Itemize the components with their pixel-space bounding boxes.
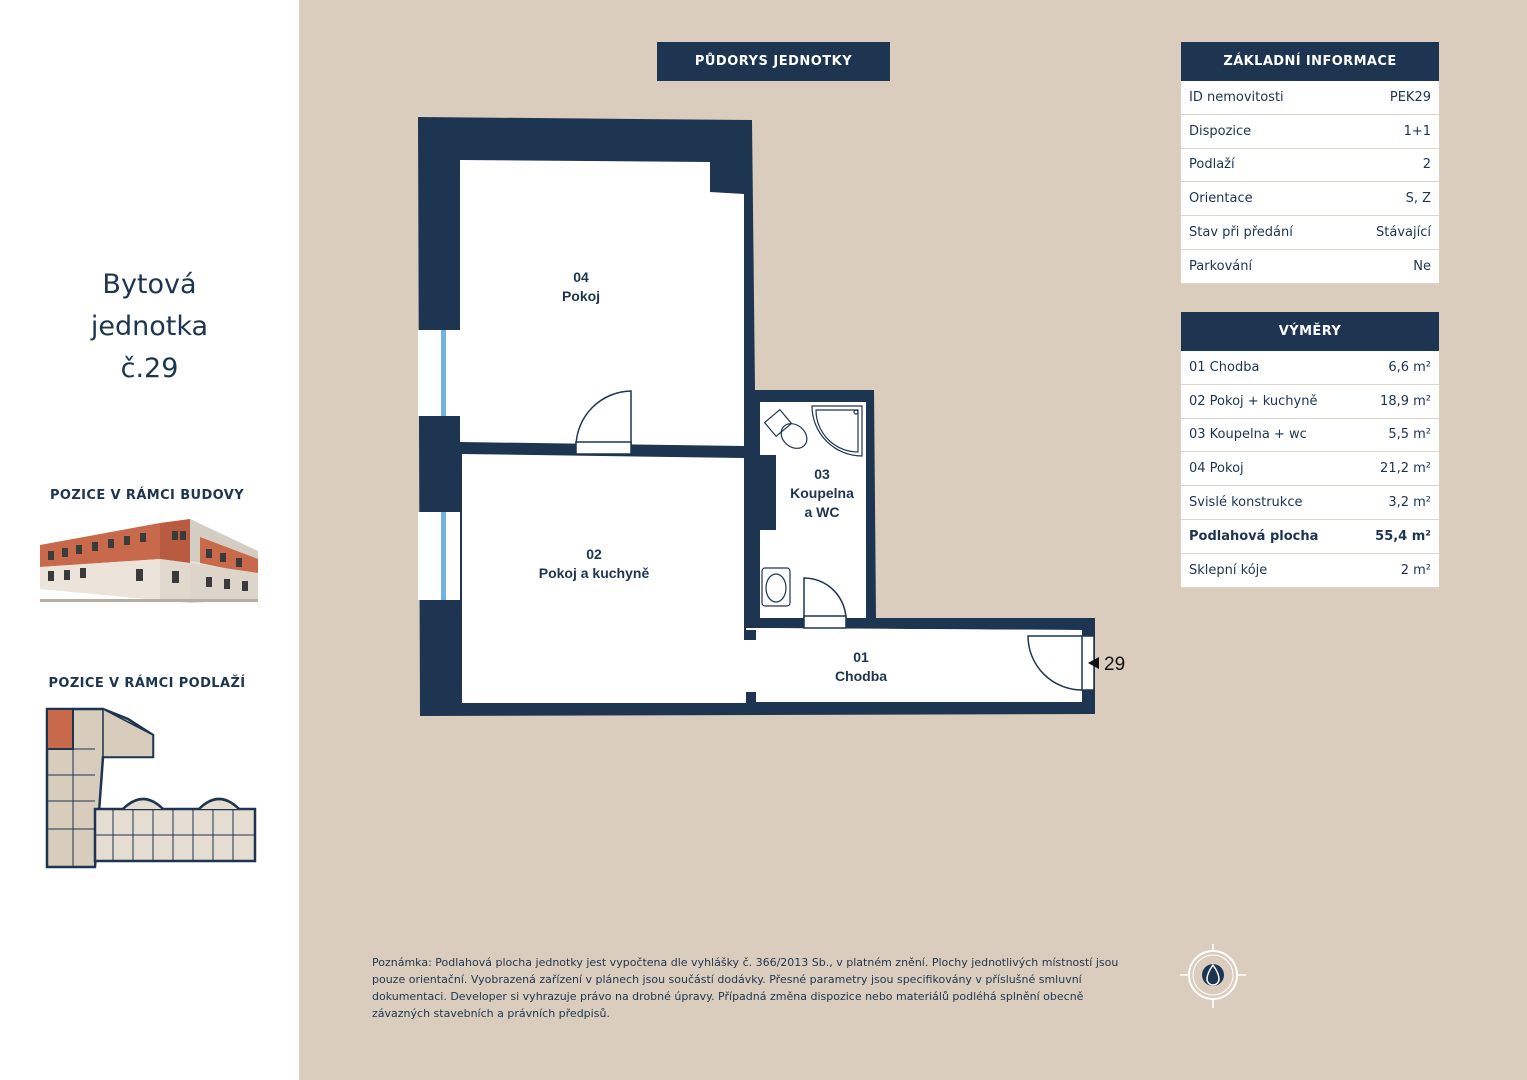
room-01-number: 01 bbox=[853, 649, 869, 665]
info-row-layout bbox=[1181, 115, 1439, 149]
basic-info-header: ZÁKLADNÍ INFORMACE bbox=[1181, 42, 1439, 81]
info-row-floor bbox=[1181, 149, 1439, 183]
basic-info-panel bbox=[1181, 42, 1439, 284]
room-03-name-2: a WC bbox=[804, 504, 840, 520]
info-value: PEK29 bbox=[1389, 89, 1431, 105]
floor-position-heading: POZICE V RÁMCI PODLAŽÍ bbox=[48, 676, 246, 691]
info-label: Parkování bbox=[1189, 258, 1253, 274]
disclaimer-note: Poznámka: Podlahová plocha jednotky jest vypočtena dle vyhlášky č. 366/2013 Sb., v platném znění. Plochy jednotlivých místností jsou pouze orientační. Vyobrazená zařízení v plánech jsou součástí dodávky. Přesné parametry jsou specifikovány v příslušné smluvní dokumentaci. Developer si vyhrazuje právo na drobné úpravy. Případná změna dispozice nebo materiálů podléhá splnění obecně závazných stavebních a právních předpisů. bbox=[372, 956, 1119, 1020]
area-value: 55,4 m² bbox=[1375, 528, 1431, 544]
info-value: 2 bbox=[1422, 157, 1431, 173]
area-label: Sklepní kóje bbox=[1189, 562, 1268, 578]
info-label: Orientace bbox=[1189, 191, 1253, 207]
area-value: 5,5 m² bbox=[1388, 427, 1431, 443]
info-row-id bbox=[1181, 81, 1439, 115]
area-value: 3,2 m² bbox=[1388, 495, 1431, 511]
area-label: 03 Koupelna + wc bbox=[1189, 427, 1307, 443]
building-position-heading: POZICE V RÁMCI BUDOVY bbox=[49, 488, 245, 503]
room-01-name: Chodba bbox=[834, 668, 888, 684]
area-label: 02 Pokoj + kuchyně bbox=[1189, 393, 1318, 409]
area-value: 18,9 m² bbox=[1380, 393, 1431, 409]
area-label: Svislé konstrukce bbox=[1189, 495, 1303, 511]
floor-plan bbox=[400, 100, 1150, 730]
area-value: 2 m² bbox=[1400, 562, 1431, 578]
sidebar bbox=[0, 0, 299, 1080]
info-value: S, Z bbox=[1405, 191, 1431, 207]
info-row-parking bbox=[1181, 250, 1439, 284]
unit-title: Bytová jednotka č.29 bbox=[90, 269, 209, 384]
area-row bbox=[1181, 419, 1439, 453]
room-03-name: Koupelna bbox=[790, 485, 854, 501]
plan-header: PŮDORYS JEDNOTKY bbox=[657, 42, 890, 81]
area-label: 04 Pokoj bbox=[1189, 461, 1244, 477]
area-value: 21,2 m² bbox=[1380, 461, 1431, 477]
window-room-04 bbox=[418, 330, 460, 416]
area-label: Podlahová plocha bbox=[1189, 528, 1319, 544]
area-row bbox=[1181, 554, 1439, 588]
info-label: Podlaží bbox=[1189, 157, 1235, 173]
info-label: Stav při předání bbox=[1189, 225, 1293, 241]
room-04-name: Pokoj bbox=[561, 288, 601, 304]
area-row bbox=[1181, 351, 1439, 385]
area-row bbox=[1181, 385, 1439, 419]
area-row-total bbox=[1181, 520, 1439, 554]
area-label: 01 Chodba bbox=[1189, 359, 1260, 375]
area-row bbox=[1181, 452, 1439, 486]
window-room-02 bbox=[418, 512, 460, 600]
area-value: 6,6 m² bbox=[1388, 359, 1431, 375]
info-value: Stávající bbox=[1376, 225, 1431, 241]
room-02-name: Pokoj a kuchyně bbox=[538, 565, 650, 581]
info-value: Ne bbox=[1413, 258, 1431, 274]
info-row-condition bbox=[1181, 216, 1439, 250]
building-position-image bbox=[40, 515, 258, 605]
areas-header: VÝMĚRY bbox=[1181, 312, 1439, 351]
area-row bbox=[1181, 486, 1439, 520]
room-01-floor bbox=[746, 628, 1082, 702]
room-04-floor bbox=[460, 160, 744, 446]
info-label: ID nemovitosti bbox=[1189, 89, 1284, 105]
info-label: Dispozice bbox=[1189, 123, 1252, 139]
compass-icon bbox=[1178, 942, 1248, 1010]
info-row-orientation bbox=[1181, 182, 1439, 216]
room-03-number: 03 bbox=[814, 466, 830, 482]
info-value: 1+1 bbox=[1403, 123, 1431, 139]
floor-position-image bbox=[43, 705, 261, 872]
room-04-number: 04 bbox=[573, 269, 589, 285]
areas-panel bbox=[1181, 312, 1439, 588]
room-02-number: 02 bbox=[586, 546, 602, 562]
entrance-label: 29 bbox=[1104, 654, 1126, 675]
